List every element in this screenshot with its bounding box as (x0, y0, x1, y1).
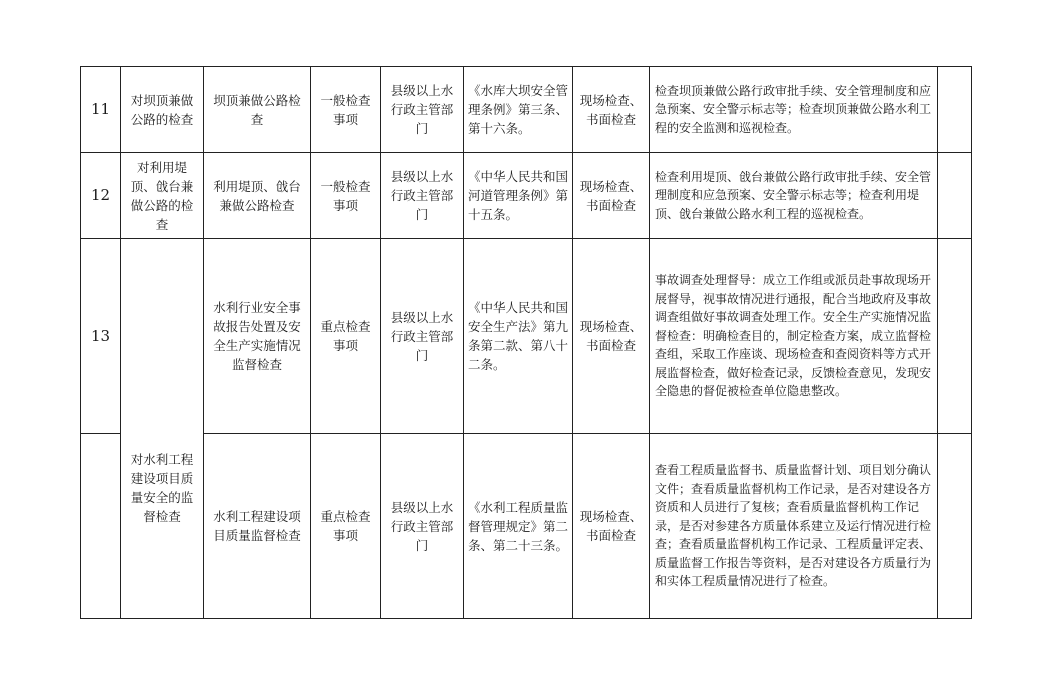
legal-basis: 《水利工程质量监督管理规定》第二条、第二十三条。 (464, 434, 573, 619)
item-category: 一般检查事项 (311, 67, 381, 153)
table-row (81, 153, 972, 239)
remarks-cell (938, 239, 972, 434)
remarks-cell (938, 67, 972, 153)
inspection-object: 对利用堤顶、戗台兼做公路的检查 (121, 153, 204, 239)
inspection-object: 对水利工程建设项目质量安全的监督检查 (121, 239, 204, 619)
legal-basis: 《水库大坝安全管理条例》第三条、第十六条。 (464, 67, 573, 153)
table-row (81, 67, 972, 153)
remarks-cell (938, 434, 972, 619)
item-category: 重点检查事项 (311, 434, 381, 619)
inspection-item: 水利行业安全事故报告处置及安全生产实施情况监督检查 (204, 239, 311, 434)
row-number: 11 (81, 67, 121, 153)
inspection-item: 坝顶兼做公路检查 (204, 67, 311, 153)
inspection-item: 利用堤顶、戗台兼做公路检查 (204, 153, 311, 239)
inspection-content: 查看工程质量监督书、质量监督计划、项目划分确认文件；查看质量监督机构工作记录，是否对建设各方资质和人员进行了复核；查看质量监督机构工作记录，是否对参建各方质量体系建立及运行情况进行检查；查看质量监督机构工作记录、工程质量评定表、质量监督工作报告等资料，是否对建设各方质量行为和实体工程质量情况进行了检查。 (650, 434, 938, 619)
inspection-content: 检查坝顶兼做公路行政审批手续、安全管理制度和应急预案、安全警示标志等；检查坝顶兼做公路水利工程的安全监测和巡视检查。 (650, 67, 938, 153)
table-row (81, 239, 972, 434)
inspection-method: 现场检查、书面检查 (573, 153, 650, 239)
inspection-subject: 县级以上水行政主管部门 (381, 239, 464, 434)
inspection-method: 现场检查、书面检查 (573, 434, 650, 619)
row-number-empty (81, 434, 121, 619)
remarks-cell (938, 153, 972, 239)
inspection-item: 水利工程建设项目质量监督检查 (204, 434, 311, 619)
row-number: 13 (81, 239, 121, 434)
inspection-content: 检查利用堤顶、戗台兼做公路行政审批手续、安全管理制度和应急预案、安全警示标志等；检查利用堤顶、戗台兼做公路水利工程的巡视检查。 (650, 153, 938, 239)
item-category: 一般检查事项 (311, 153, 381, 239)
table-row (81, 434, 972, 619)
inspection-subject: 县级以上水行政主管部门 (381, 153, 464, 239)
inspection-subject: 县级以上水行政主管部门 (381, 67, 464, 153)
inspection-content: 事故调查处理督导：成立工作组或派员赴事故现场开展督导，视事故情况进行通报，配合当地政府及事故调查组做好事故调查处理工作。安全生产实施情况监督检查：明确检查目的，制定检查方案，成立监督检查组，采取工作座谈、现场检查和查阅资料等方式开展监督检查，做好检查记录，反馈检查意见，发现安全隐患的督促被检查单位隐患整改。 (650, 239, 938, 434)
inspection-subject: 县级以上水行政主管部门 (381, 434, 464, 619)
legal-basis: 《中华人民共和国河道管理条例》第十五条。 (464, 153, 573, 239)
inspection-object: 对坝顶兼做公路的检查 (121, 67, 204, 153)
inspection-method: 现场检查、书面检查 (573, 67, 650, 153)
inspection-method: 现场检查、书面检查 (573, 239, 650, 434)
inspection-items-table (80, 66, 972, 619)
item-category: 重点检查事项 (311, 239, 381, 434)
row-number: 12 (81, 153, 121, 239)
legal-basis: 《中华人民共和国安全生产法》第九条第二款、第八十二条。 (464, 239, 573, 434)
